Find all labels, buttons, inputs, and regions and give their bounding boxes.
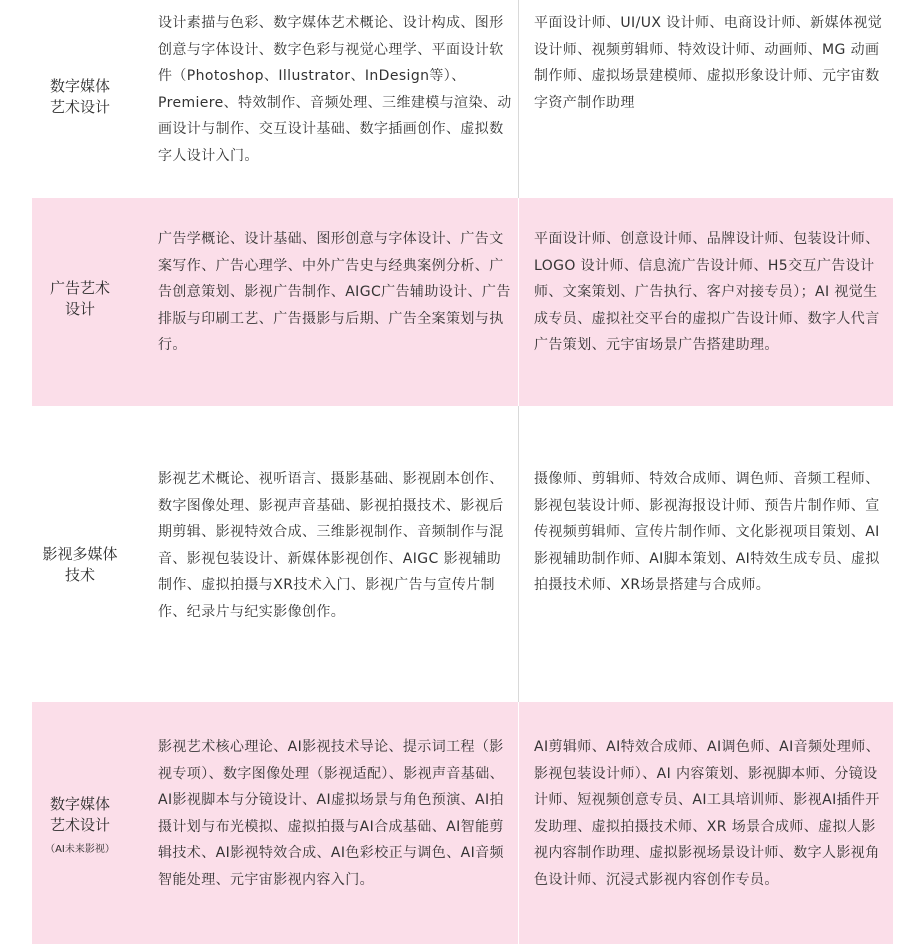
major-name-text: 数字媒体艺术设计 xyxy=(49,77,110,116)
major-name xyxy=(32,794,128,858)
major-row-advertising xyxy=(32,198,893,406)
major-name-text: 广告艺术设计 xyxy=(50,279,111,318)
careers-cell: 平面设计师、UI/UX 设计师、电商设计师、新媒体视觉设计师、视频剪辑师、特效设计师、动画师、MG 动画制作师、虚拟场景建模师、虚拟形象设计师、元宇宙数字资产制作助理 xyxy=(534,15,883,111)
major-row-film-multimedia xyxy=(32,406,893,702)
column-divider xyxy=(518,198,519,406)
column-divider xyxy=(518,0,519,198)
careers-cell: 平面设计师、创意设计师、品牌设计师、包装设计师、LOGO 设计师、信息流广告设计师、H5交互广告设计师、文案策划、广告执行、客户对接专员）；AI 视觉生成专员、虚拟社交平台的虚拟广告设计师、数字人代言广告策划、元宇宙场景广告搭建助理。 xyxy=(534,231,880,354)
courses-cell: 影视艺术概论、视听语言、摄影基础、影视剧本创作、数字图像处理、影视声音基础、影视拍摄技术、影视后期剪辑、影视特效合成、三维影视制作、音频制作与混音、影视包装设计、新媒体影视创作、AIGC 影视辅助制作、虚拟拍摄与XR技术入门、影视广告与宣传片制作、纪录片与纪实影像创作。 xyxy=(158,471,504,620)
major-name xyxy=(32,278,128,320)
major-row-digital-media xyxy=(32,0,893,198)
major-name xyxy=(32,544,128,586)
column-divider xyxy=(518,702,519,944)
major-name-text: 数字媒体艺术设计 xyxy=(49,795,110,834)
courses-cell: 影视艺术核心理论、AI影视技术导论、提示词工程（影视专项）、数字图像处理（影视适配）、影视声音基础、AI影视脚本与分镜设计、AI虚拟场景与角色预演、AI拍摄计划与布光模拟、虚拟拍摄与AI合成基础、AI智能剪辑技术、AI影视特效合成、AI色彩校正与调色、AI音频智能处理、元宇宙影视内容入门。 xyxy=(158,739,504,888)
column-divider xyxy=(518,406,519,702)
courses-cell: 设计素描与色彩、数字媒体艺术概论、设计构成、图形创意与字体设计、数字色彩与视觉心理学、平面设计软件（Photoshop、Illustrator、InDesign等）、Premiere、特效制作、音频处理、三维建模与渲染、动画设计与制作、交互设计基础、数字插画创作、虚拟数字人设计入门。 xyxy=(158,15,512,164)
major-subtitle: （AI未来影视） xyxy=(45,844,115,855)
major-name-text: 影视多媒体技术 xyxy=(42,545,118,584)
major-row-ai-film xyxy=(32,702,893,944)
careers-cell: AI剪辑师、AI特效合成师、AI调色师、AI音频处理师、影视包装设计师）、AI 内容策划、影视脚本师、分镜设计师、短视频创意专员、AI工具培训师、影视AI插件开发助理、虚拟拍摄技术师、XR 场景合成师、虚拟人影视内容制作助理、虚拟影视场景设计师、数字人影视角色设计师、沉浸式影视内容创作专员。 xyxy=(534,739,881,888)
careers-cell: 摄像师、剪辑师、特效合成师、调色师、音频工程师、影视包装设计师、影视海报设计师、预告片制作师、宣传视频剪辑师、宣传片制作师、文化影视项目策划、AI影视辅助制作师、AI脚本策划、AI特效生成专员、虚拟拍摄技术师、XR场景搭建与合成师。 xyxy=(534,471,880,594)
major-name xyxy=(32,76,128,118)
courses-cell: 广告学概论、设计基础、图形创意与字体设计、广告文案写作、广告心理学、中外广告史与经典案例分析、广告创意策划、影视广告制作、AIGC广告辅助设计、广告排版与印刷工艺、广告摄影与后期、广告全案策划与执行。 xyxy=(158,231,511,354)
